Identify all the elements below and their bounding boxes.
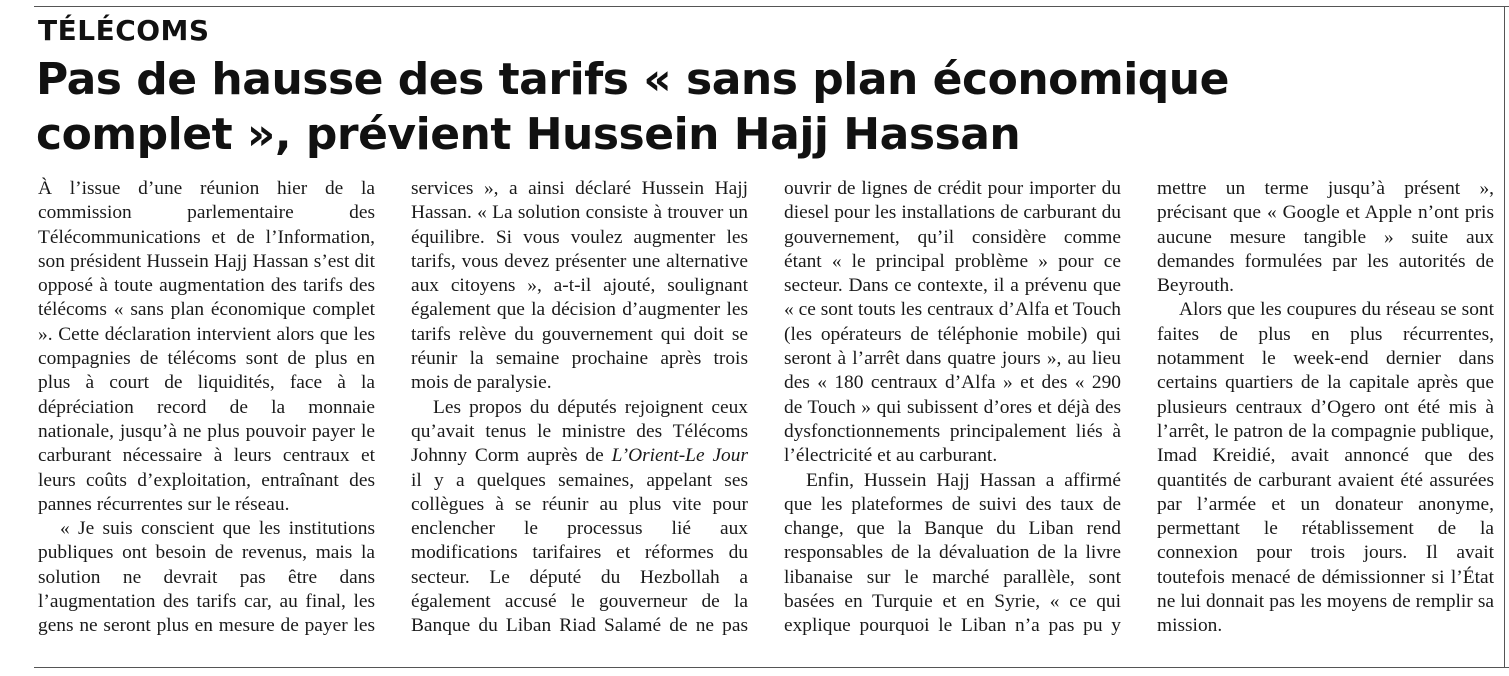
bottom-rule [34,667,1509,668]
paragraph-1: À l’issue d’une réunion hier de la commission parlementaire des Télécommunications et de l’Information, son président Hussein Hajj Hassan s’est dit opposé à toute augmentation des tarifs des télécoms « sans plan économique complet ». Cette déclaration intervient alors que les compagnies de télécoms sont de plus en plus à court de liquidités, face à la dépréciation record de la monnaie nationale, jusqu’à ne plus pouvoir payer le carburant nécessaire à leurs centraux et leurs coûts d’exploitation, entraînant des pannes récurrentes sur le réseau. [38,178,375,515]
paragraph-3-text-after: il y a quelques semaines, appelant ses collègues à se réunir au plus vite pour enclencher le processus lié aux modifications tarifaires et réformes du secteur. Le député du Hezbollah a également accusé le gouverneur de la Banque du Liban Riad Salamé de ne pas ouvrir de lignes de crédit pour importer du diesel pour les installations de carburant du gouvernement, qu’il considère comme étant « le principal problème » pour ce secteur. Dans ce contexte, il a prévenu que « ce sont touts les centraux d’Alfa et Touch (les opérateurs de téléphonie mobile) qui seront à l’arrêt dans quatre jours », au lieu des « 180 centraux d’Alfa » et des « 290 de Touch » qui subissent d’ores et déjà des dysfonctionnements principalement liés à l’électricité et au carburant. [411,178,1121,637]
paragraph-3-text-before: Les propos du députés rejoignent ceux qu’avait tenus le ministre des Télécoms Johnny Corm auprès de [411,396,748,467]
newspaper-name: L’Orient-Le Jour [611,445,748,467]
section-label: TÉLÉCOMS [38,14,210,47]
article-headline: Pas de hausse des tarifs « sans plan économique complet », prévient Hussein Hajj Hassan [36,54,1229,160]
paragraph-2: « Je suis conscient que les institutions publiques ont besoin de revenus, mais la solution ne devrait pas être dans l’augmentation des tarifs car, au final, les gens ne seront plus en mesure de payer les services », a ainsi déclaré Hussein Hajj Hassan. « La solution consiste à trouver un équilibre. Si vous voulez augmenter les tarifs, vous devez présenter une alternative aux citoyens », a-t-il ajouté, soulignant également que la décision d’augmenter les tarifs relève du gouvernement qui doit se réunir la semaine prochaine après trois mois de paralysie. [38,178,748,637]
top-rule [34,6,1509,7]
paragraph-4: Enfin, Hussein Hajj Hassan a affirmé que les plateformes de suivi des taux de change, que la Banque du Liban rend responsables de la dévaluation de la livre libanaise sur le marché parallèle, sont basées en Turquie et en Syrie, « ce qui explique pourquoi le Liban n’a pas pu y mettre un terme jusqu’à présent », précisant que « Google et Apple n’ont pris aucune mesure tangible » suite aux demandes formulées par les autorités de Beyrouth. [784,178,1494,637]
right-rule [1504,6,1505,668]
paragraph-5: Alors que les coupures du réseau se sont faites de plus en plus récurrentes, notamment le week-end dernier dans certains quartiers de la capitale après que plusieurs centraux d’Ogero ont été mis à l’arrêt, le patron de la compagnie publique, Imad Kreidié, avait annoncé que des quantités de carburant avaient été assurées par l’armée et un donateur anonyme, permettant le rétablissement de la connexion pour trois jours. Il avait toutefois menacé de démissionner si l’État ne lui donnait pas les moyens de remplir sa mission. [1157,299,1494,637]
article-body [38,177,1494,659]
